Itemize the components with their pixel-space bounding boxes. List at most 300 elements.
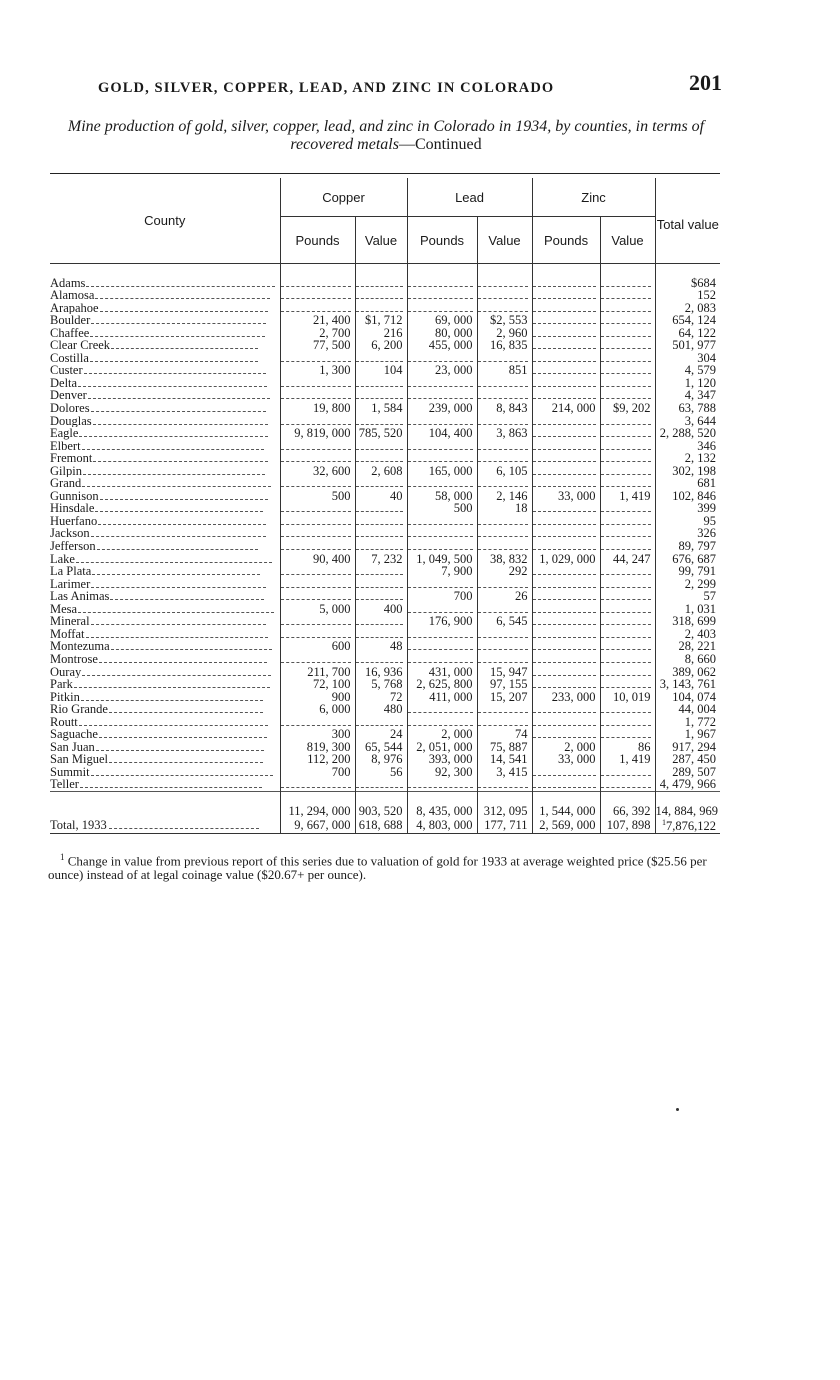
- grand-total-value: 14, 884, 969: [655, 803, 719, 818]
- empty-dash: [601, 669, 651, 676]
- zinc-value-cell: 1, 419: [600, 490, 655, 503]
- zinc-value-cell: [600, 440, 655, 453]
- table-row: [50, 440, 720, 453]
- zinc-pounds-cell: [532, 716, 600, 729]
- zinc-value-cell: [600, 590, 655, 603]
- county-cell: [50, 302, 280, 315]
- zinc-pounds-cell: [532, 778, 600, 791]
- leader-dots: [91, 581, 266, 588]
- lead-value-cell: 15, 947: [477, 666, 532, 679]
- table-row: [50, 766, 720, 779]
- zinc-pounds-cell: [532, 615, 600, 628]
- table-row: [50, 277, 720, 290]
- county-cell: [50, 415, 280, 428]
- zinc-pounds-cell: [532, 590, 600, 603]
- zinc-value-cell: [600, 302, 655, 315]
- lead-value-cell: 2, 146: [477, 490, 532, 503]
- leader-dots: [92, 568, 260, 575]
- lead-pounds-cell: [407, 778, 477, 791]
- table-row: [50, 628, 720, 641]
- total-value-cell: 63, 788: [655, 402, 720, 415]
- leader-dots: [79, 719, 268, 726]
- leader-dots: [90, 355, 258, 362]
- grand-total-lead-pounds: 8, 435, 000: [407, 805, 477, 818]
- table-row: [50, 653, 720, 666]
- empty-dash: [356, 380, 403, 387]
- total-value-cell: 287, 450: [655, 753, 720, 766]
- copper-pounds-cell: [280, 277, 355, 290]
- empty-dash: [281, 505, 351, 512]
- leader-dots: [100, 493, 268, 500]
- zinc-value-cell: [600, 289, 655, 302]
- page-number: 201: [689, 70, 722, 95]
- zinc-pounds-cell: [532, 640, 600, 653]
- empty-dash: [601, 781, 651, 788]
- lead-value-header: Value: [477, 217, 532, 264]
- copper-value-cell: 56: [355, 766, 407, 779]
- county-name: Dolores: [50, 402, 90, 415]
- county-cell: [50, 778, 280, 791]
- footnote-text: Change in value from previous report of this series due to valuation of gold for 1933 at average weighted price ($25.56 per ounce) instead of at legal coinage value ($20.67+ per ounce).: [48, 853, 707, 883]
- empty-dash: [533, 568, 596, 575]
- table-row: [50, 603, 720, 616]
- leader-dots: [91, 317, 266, 324]
- zinc-pounds-cell: 214, 000: [532, 402, 600, 415]
- zinc-value-cell: [600, 327, 655, 340]
- total-value-cell: 501, 977: [655, 339, 720, 352]
- copper-value-cell: [355, 540, 407, 553]
- empty-dash: [408, 418, 473, 425]
- zinc-value-cell: [600, 540, 655, 553]
- top-rule: [50, 173, 720, 174]
- lead-pounds-cell: [407, 628, 477, 641]
- empty-dash: [408, 530, 473, 537]
- lead-pounds-cell: [407, 452, 477, 465]
- lead-value-cell: 38, 832: [477, 553, 532, 566]
- empty-dash: [601, 731, 651, 738]
- copper-pounds-cell: 1, 300: [280, 364, 355, 377]
- copper-value-cell: 216: [355, 327, 407, 340]
- zinc-pounds-cell: [532, 415, 600, 428]
- leader-dots: [82, 669, 271, 676]
- county-cell: [50, 678, 280, 691]
- leader-dots: [91, 530, 266, 537]
- lead-value-cell: 851: [477, 364, 532, 377]
- total-value-cell: 1, 120: [655, 377, 720, 390]
- empty-dash: [533, 593, 596, 600]
- table-row: [50, 578, 720, 591]
- zinc-pounds-cell: [532, 578, 600, 591]
- table-row: [50, 615, 720, 628]
- table-row: [50, 477, 720, 490]
- empty-dash: [356, 305, 403, 312]
- zinc-value-cell: [600, 778, 655, 791]
- copper-pounds-cell: [280, 527, 355, 540]
- empty-dash: [478, 543, 528, 550]
- lead-pounds-cell: 92, 300: [407, 766, 477, 779]
- empty-dash: [601, 719, 651, 726]
- empty-dash: [356, 631, 403, 638]
- county-name: Fremont: [50, 452, 93, 465]
- copper-value-cell: 48: [355, 640, 407, 653]
- leader-dots: [91, 618, 266, 625]
- total-1933-copper-pounds: 9, 667, 000: [280, 817, 355, 833]
- county-name: Elbert: [50, 439, 81, 453]
- total-value-cell: 681: [655, 477, 720, 490]
- empty-dash: [281, 530, 351, 537]
- leader-dots: [111, 643, 272, 650]
- copper-pounds-cell: 300: [280, 728, 355, 741]
- zinc-value-cell: [600, 415, 655, 428]
- empty-dash: [408, 443, 473, 450]
- zinc-pounds-cell: 2, 000: [532, 741, 600, 754]
- county-cell: [50, 578, 280, 591]
- copper-value-cell: 785, 520: [355, 427, 407, 440]
- empty-dash: [281, 443, 351, 450]
- zinc-pounds-cell: [532, 540, 600, 553]
- empty-dash: [478, 518, 528, 525]
- empty-dash: [533, 781, 596, 788]
- county-cell: [50, 753, 280, 766]
- copper-pounds-cell: 90, 400: [280, 553, 355, 566]
- leader-dots: [80, 781, 262, 788]
- copper-pounds-header: Pounds: [280, 217, 355, 264]
- table-title-text: Mine production of gold, silver, copper, lead, and zinc in Colorado in 1934, by counties, in terms of recovered metals: [67, 118, 705, 153]
- copper-pounds-cell: 32, 600: [280, 465, 355, 478]
- total-value-cell: 399: [655, 502, 720, 515]
- grand-total-lead-value: 312, 095: [477, 805, 532, 818]
- empty-dash: [533, 669, 596, 676]
- copper-pounds-cell: 9, 819, 000: [280, 427, 355, 440]
- copper-pounds-cell: [280, 502, 355, 515]
- zinc-value-cell: 10, 019: [600, 691, 655, 704]
- footnote-mark: 1: [60, 852, 65, 862]
- county-name: Custer: [50, 364, 83, 377]
- table-row: [50, 716, 720, 729]
- empty-dash: [281, 392, 351, 399]
- table-totals: [50, 791, 720, 833]
- copper-pounds-cell: [280, 377, 355, 390]
- zinc-value-cell: [600, 578, 655, 591]
- total-value-cell: 104, 074: [655, 691, 720, 704]
- copper-pounds-cell: [280, 515, 355, 528]
- copper-pounds-cell: 112, 200: [280, 753, 355, 766]
- zinc-value-cell: [600, 728, 655, 741]
- total-value-cell: 99, 791: [655, 565, 720, 578]
- table-row: [50, 753, 720, 766]
- county-cell: [50, 590, 280, 603]
- total-value-cell: 44, 004: [655, 703, 720, 716]
- empty-dash: [601, 606, 651, 613]
- total-value-cell: 2, 299: [655, 578, 720, 591]
- county-name: Gunnison: [50, 489, 99, 503]
- empty-dash: [408, 355, 473, 362]
- copper-value-cell: 8, 976: [355, 753, 407, 766]
- empty-dash: [478, 643, 528, 650]
- total-value-cell: 2, 288, 520: [655, 427, 720, 440]
- county-cell: [50, 666, 280, 679]
- lead-value-cell: 6, 105: [477, 465, 532, 478]
- county-name: Larimer: [50, 577, 91, 591]
- leader-dots: [91, 769, 273, 776]
- empty-dash: [408, 631, 473, 638]
- county-name: Rio Grande: [50, 703, 108, 716]
- copper-pounds-cell: 77, 500: [280, 339, 355, 352]
- leader-dots: [86, 280, 275, 287]
- empty-dash: [356, 656, 403, 663]
- total-1933-lead-pounds: 4, 803, 000: [407, 817, 477, 833]
- empty-dash: [408, 480, 473, 487]
- empty-dash: [533, 292, 596, 299]
- empty-dash: [408, 581, 473, 588]
- total-1933-value-text: 7,876,122: [666, 819, 717, 834]
- copper-value-cell: 16, 936: [355, 666, 407, 679]
- copper-value-cell: 104: [355, 364, 407, 377]
- empty-dash: [601, 581, 651, 588]
- zinc-value-cell: 1, 419: [600, 753, 655, 766]
- county-name: Chaffee: [50, 326, 90, 340]
- zinc-pounds-cell: [532, 452, 600, 465]
- county-cell: [50, 339, 280, 352]
- zinc-value-cell: 86: [600, 741, 655, 754]
- table-row: [50, 515, 720, 528]
- empty-dash: [281, 618, 351, 625]
- county-cell: [50, 766, 280, 779]
- empty-dash: [356, 781, 403, 788]
- lead-pounds-cell: 80, 000: [407, 327, 477, 340]
- zinc-group-header: Zinc: [532, 178, 655, 217]
- county-name: Costilla: [50, 351, 89, 365]
- total-value-cell: 2, 083: [655, 302, 720, 315]
- copper-value-cell: [355, 502, 407, 515]
- county-cell: [50, 402, 280, 415]
- total-value-cell: 302, 198: [655, 465, 720, 478]
- empty-dash: [533, 380, 596, 387]
- copper-value-cell: 480: [355, 703, 407, 716]
- empty-dash: [533, 505, 596, 512]
- zinc-value-cell: [600, 716, 655, 729]
- lead-value-cell: 6, 545: [477, 615, 532, 628]
- total-1933-copper-value: 618, 688: [355, 817, 407, 833]
- empty-dash: [533, 468, 596, 475]
- copper-value-cell: 7, 232: [355, 553, 407, 566]
- copper-value-cell: [355, 289, 407, 302]
- empty-dash: [356, 292, 403, 299]
- leader-dots: [100, 305, 268, 312]
- zinc-value-cell: [600, 678, 655, 691]
- zinc-value-cell: [600, 766, 655, 779]
- empty-dash: [478, 305, 528, 312]
- leader-dots: [97, 543, 258, 550]
- copper-pounds-cell: 6, 000: [280, 703, 355, 716]
- table-row: [50, 364, 720, 377]
- empty-dash: [601, 355, 651, 362]
- county-cell: [50, 691, 280, 704]
- leader-dots: [93, 455, 268, 462]
- empty-dash: [478, 443, 528, 450]
- copper-pounds-cell: [280, 565, 355, 578]
- empty-dash: [533, 643, 596, 650]
- empty-dash: [533, 618, 596, 625]
- empty-dash: [601, 530, 651, 537]
- total-value-cell: $684: [655, 277, 720, 290]
- empty-dash: [601, 468, 651, 475]
- empty-dash: [478, 418, 528, 425]
- lead-value-cell: [477, 703, 532, 716]
- empty-dash: [408, 543, 473, 550]
- copper-pounds-cell: [280, 440, 355, 453]
- empty-dash: [601, 769, 651, 776]
- empty-dash: [478, 656, 528, 663]
- lead-pounds-cell: [407, 377, 477, 390]
- county-name: Boulder: [50, 314, 91, 327]
- copper-pounds-cell: [280, 477, 355, 490]
- copper-value-cell: [355, 653, 407, 666]
- county-name: Montrose: [50, 652, 98, 666]
- empty-dash: [408, 606, 473, 613]
- empty-dash: [281, 656, 351, 663]
- empty-dash: [356, 618, 403, 625]
- table-row: [50, 728, 720, 741]
- empty-dash: [533, 706, 596, 713]
- leader-dots: [76, 556, 272, 563]
- county-name: Moffat: [50, 627, 85, 641]
- total-value-cell: 4, 479, 966: [655, 778, 720, 791]
- empty-dash: [478, 719, 528, 726]
- copper-pounds-cell: 2, 700: [280, 327, 355, 340]
- empty-dash: [408, 292, 473, 299]
- lead-value-cell: [477, 628, 532, 641]
- total-1933-row: [50, 817, 720, 833]
- empty-dash: [281, 781, 351, 788]
- empty-dash: [533, 455, 596, 462]
- empty-dash: [408, 706, 473, 713]
- county-name: Ouray: [50, 665, 82, 679]
- empty-dash: [281, 631, 351, 638]
- county-cell: [50, 327, 280, 340]
- empty-dash: [478, 781, 528, 788]
- lead-pounds-cell: [407, 703, 477, 716]
- empty-dash: [281, 455, 351, 462]
- empty-dash: [478, 455, 528, 462]
- empty-dash: [356, 355, 403, 362]
- lead-value-cell: 16, 835: [477, 339, 532, 352]
- empty-dash: [281, 719, 351, 726]
- lead-pounds-cell: 165, 000: [407, 465, 477, 478]
- lead-pounds-cell: [407, 540, 477, 553]
- empty-dash: [478, 392, 528, 399]
- empty-dash: [533, 530, 596, 537]
- empty-dash: [356, 530, 403, 537]
- empty-dash: [281, 355, 351, 362]
- copper-value-cell: [355, 615, 407, 628]
- copper-pounds-cell: [280, 578, 355, 591]
- copper-value-cell: 72: [355, 691, 407, 704]
- lead-pounds-cell: [407, 289, 477, 302]
- copper-value-cell: [355, 452, 407, 465]
- empty-dash: [356, 581, 403, 588]
- zinc-value-cell: [600, 352, 655, 365]
- leader-dots: [99, 656, 267, 663]
- county-name: Eagle: [50, 427, 79, 440]
- lead-value-cell: [477, 778, 532, 791]
- empty-dash: [601, 280, 651, 287]
- zinc-pounds-cell: [532, 314, 600, 327]
- zinc-pounds-cell: 1, 029, 000: [532, 553, 600, 566]
- zinc-value-cell: [600, 666, 655, 679]
- zinc-pounds-cell: [532, 465, 600, 478]
- empty-dash: [533, 681, 596, 688]
- county-name: Clear Creek: [50, 339, 111, 352]
- lead-pounds-cell: 2, 051, 000: [407, 741, 477, 754]
- lead-value-cell: [477, 515, 532, 528]
- copper-value-cell: [355, 565, 407, 578]
- empty-dash: [601, 292, 651, 299]
- zinc-value-cell: [600, 603, 655, 616]
- empty-dash: [356, 280, 403, 287]
- running-head: GOLD, SILVER, COPPER, LEAD, AND ZINC IN COLORADO: [98, 80, 555, 96]
- empty-dash: [601, 430, 651, 437]
- county-cell: [50, 527, 280, 540]
- lead-value-cell: 75, 887: [477, 741, 532, 754]
- empty-dash: [533, 443, 596, 450]
- empty-dash: [601, 380, 651, 387]
- table-row: [50, 502, 720, 515]
- table-row: [50, 703, 720, 716]
- empty-dash: [408, 518, 473, 525]
- empty-dash: [478, 355, 528, 362]
- copper-value-cell: [355, 590, 407, 603]
- copper-pounds-cell: [280, 289, 355, 302]
- leader-dots: [90, 330, 265, 337]
- lead-value-cell: [477, 527, 532, 540]
- county-cell: [50, 603, 280, 616]
- lead-value-cell: 74: [477, 728, 532, 741]
- grand-total-copper-pounds: 11, 294, 000: [280, 805, 355, 818]
- zinc-value-cell: [600, 339, 655, 352]
- lead-pounds-cell: 431, 000: [407, 666, 477, 679]
- table-row: [50, 427, 720, 440]
- empty-dash: [601, 392, 651, 399]
- production-table: [50, 178, 720, 834]
- empty-dash: [601, 656, 651, 663]
- county-name: Pitkin: [50, 690, 80, 704]
- zinc-value-cell: 44, 247: [600, 553, 655, 566]
- empty-dash: [601, 593, 651, 600]
- lead-value-cell: 2, 960: [477, 327, 532, 340]
- footnote-ref: 1: [662, 818, 667, 828]
- copper-pounds-cell: [280, 590, 355, 603]
- footnote: [48, 850, 720, 882]
- totals-separator: [50, 791, 720, 804]
- zinc-pounds-cell: [532, 666, 600, 679]
- county-name: San Juan: [50, 740, 95, 754]
- lead-value-cell: 3, 863: [477, 427, 532, 440]
- lead-value-cell: 18: [477, 502, 532, 515]
- county-header: County: [50, 178, 280, 264]
- zinc-pounds-cell: [532, 352, 600, 365]
- zinc-value-cell: [600, 364, 655, 377]
- copper-value-cell: 40: [355, 490, 407, 503]
- grand-total-zinc-value: 66, 392: [600, 805, 655, 818]
- copper-group-header: Copper: [280, 178, 407, 217]
- copper-value-cell: [355, 778, 407, 791]
- county-name: Park: [50, 678, 73, 691]
- lead-value-cell: [477, 640, 532, 653]
- table-row: [50, 377, 720, 390]
- total-value-cell: 1, 031: [655, 603, 720, 616]
- empty-dash: [601, 505, 651, 512]
